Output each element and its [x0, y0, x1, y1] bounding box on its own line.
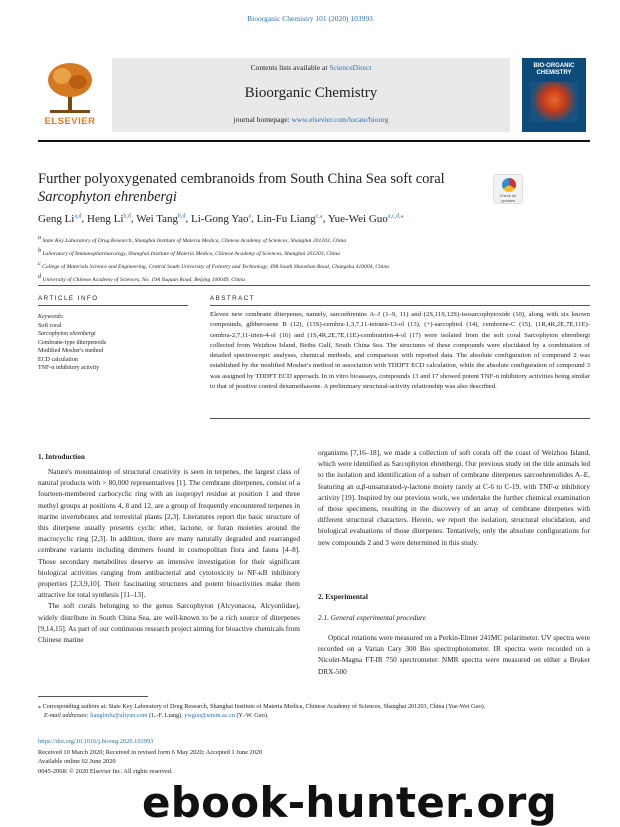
intro-paragraph-3: organisms [7,16–18], we made a collection of soft corals off the coast of Weizhou Island, which were identified as Sarcophyton ehrenbergi. Our previous study on the title animals led to the isolation and identification of a subset of cembrane diterpenes sarcoehrenolides A–E, featuring an α,β-unsaturated-γ-lactone moiety rarely at C-6 to C-19, with TNF-α inhibitory activity [19]. Inspired by our previous work, we undertake the further chemical examination of those specimens, resulting in the discovery of an array of cembrane diterpenes with different structural characters. Herein, we report the isolation, structural elucidation, and biological evaluations of those diterpenes. Tentatively, only the absolute configurations for new compounds 2 and 3 were determined in this study. [318, 448, 590, 547]
keyword: Modified Mosher's method [38, 348, 104, 354]
article-info-heading: ARTICLE INFO [38, 295, 99, 302]
experimental-text [318, 632, 590, 677]
keywords-block [38, 313, 188, 373]
header-divider [38, 285, 590, 286]
footnote [38, 702, 590, 720]
cover-artwork [530, 82, 578, 122]
title-line-2: Sarcophyton ehrenbergi [38, 189, 177, 205]
contents-line [112, 63, 510, 72]
author[interactable]: Yue-Wei Guo$^{a,c,d,⁎}$ [327, 212, 404, 225]
abstract-text: Eleven new cembrane diterpenes, namely, sarcoehrenins A–J (1–9, 11) and (2S,11S,12S)-isosarcophytoxide (10), along with six known compounds, gibberosene B (12), (13S)-cembra-1,3,7,11-tetraen-13-ol (13), (+)-sarcophtol (14), cembrene-C (15), (1R,4R,2E,7E,11E)-cembra-2,7,11-trien-4-ol (16) and (1S,4R,2E,7E,11E)-cembratrien-4-ol (17) were isolated from the soft coral Sarcophyton ehrenbergi collected from Weizhou Island, Beibu Gulf, South China Sea. The structures of these compounds were elucidated by a combination of detailed spectroscopic analyses, chemical methods, and comparison with reported data. The absolute configuration of compound 2 was established by the modified Mosher's method in association with TDDFT ECD calculation, while the absolute configuration of compound 3 was assigned by TDDFT ECD approach. In in vitro bioassays, compounds 13 and 17 showed potent TNF-α inhibitory activities being similar to that of positive control dexamethasone. A preliminary structural-activity relationship was also described. [210, 311, 590, 391]
elsevier-wordmark: ELSEVIER [44, 116, 96, 127]
general-procedure-heading: 2.1. General experimental procedure [318, 613, 426, 622]
crossmark-icon [502, 178, 516, 192]
watermark-text: ebook-hunter.org [142, 778, 557, 827]
author[interactable]: Lin-Fu Liang$^{c,⁎}$ [256, 212, 323, 225]
email-link[interactable]: lianglinfu@aliyun.com [90, 712, 148, 719]
masthead-divider [38, 140, 590, 142]
title-line-1: Further polyoxygenated cembranoids from South China Sea soft coral [38, 171, 445, 187]
left-column [38, 466, 300, 645]
homepage-prefix: journal homepage: [233, 115, 292, 124]
elsevier-logo [38, 58, 102, 132]
online-date: Available online 02 June 2020 [38, 758, 116, 766]
contents-prefix: Contents lists available at [250, 63, 330, 72]
cover-title: BIO-ORGANIC CHEMISTRY [533, 63, 575, 76]
introduction-heading: 1. Introduction [38, 452, 85, 461]
email-link[interactable]: ywguo@simm.ac.cn [184, 712, 235, 719]
journal-info-box [112, 58, 510, 132]
journal-cover-thumbnail[interactable] [522, 58, 586, 132]
abstract-end-rule [210, 418, 590, 419]
journal-title: Bioorganic Chemistry [244, 85, 378, 101]
email-line: E-mail addresses: lianglinfu@aliyun.com (L.-F. Liang), ywguo@simm.ac.cn (Y.-W. Guo). [44, 712, 269, 719]
abstract-heading: ABSTRACT [210, 295, 256, 302]
keyword: ECD calculation [38, 356, 78, 363]
journal-homepage-link[interactable]: www.elsevier.com/locate/bioorg [291, 115, 389, 124]
affiliation: $^a$ State Key Laboratory of Drug Research, Shanghai Institute of Materia Medica, Chinese Academy of Sciences, Shanghai 201203, China [38, 235, 347, 244]
email-label: E-mail addresses: [44, 712, 91, 719]
crossmark-label: Check for updates [499, 193, 517, 203]
article-info-rule [38, 305, 188, 306]
author-list: Geng Li$^{a,d}$, Heng Li$^{b,d}$, Wei Tang$^{b,d}$, Li-Gong Yao$^a$, Lin-Fu Liang$^{c,⁎}$, Yue-Wei Guo$^{a,c,d,⁎}$ [38, 212, 404, 225]
check-for-updates-badge[interactable] [493, 174, 523, 204]
homepage-line [112, 115, 510, 124]
affiliation: $^b$ Laboratory of Immunopharmacology, Shanghai Institute of Materia Medica, Chinese Academy of Sciences, Shanghai 201203, China [38, 247, 340, 257]
keyword: TNF-α inhibitory activity [38, 365, 100, 371]
sciencedirect-link[interactable]: ScienceDirect [329, 63, 372, 72]
keyword: Sarcophyton ehrenbergi [38, 331, 96, 337]
author[interactable]: Heng Li$^{b,d}$ [87, 212, 131, 225]
intro-paragraph-1: Nature's mountaintop of structural creativity is seen in terpenes, the largest class of natural products with > 80,000 representatives [1]. The cembrane diterpenes, consist of a fourteen-membered carbocyclic ring with an isopropyl residue at position 1 and three methyl groups at positions 4, 8 and 12, are a group of frequently encountered terpenes in marine invertebrates and terrestrial plants [2,3]. Literatures report the basic structure of this diterpene usually presents cyclic ether, lactone, or furan moieties around the macrocyclic ring [2,3]. In addition, there are many naturally degraded and rearranged cembrane variants including dimmers found in cosmopolitan flora and fauna [4–8]. Those secondary metabolites deserve an intensive investigation for their significant biological activities ranging from antibacterial and cytotoxicity to NF-κB inhibitory properties [2,3,9,10]. Their fascinating structures and potent bioactivities make them attractive for total synthesis [11–13]. [38, 467, 300, 600]
article-title [38, 170, 488, 206]
keyword: Cembrane-type diterpenoids [38, 339, 107, 346]
keywords-label: Keywords: [38, 314, 64, 320]
affiliation: $^c$ College of Materials Science and Engineering, Central South University of Forestry and Technology, 498 South Shaoshan Road, Changsha 410004, China [38, 260, 389, 270]
received-dates: Received 10 March 2020; Received in revised form 6 May 2020; Accepted 1 June 2020 [38, 749, 263, 756]
footnote-rule [38, 696, 148, 697]
affiliations [38, 233, 389, 284]
affiliation: $^d$ University of Chinese Academy of Sciences, No. 19A Yuquan Road, Beijing 100049, China [38, 273, 245, 283]
journal-citation[interactable]: Bioorganic Chemistry 101 (2020) 103993 [247, 14, 373, 23]
author[interactable]: Li-Gong Yao$^a$ [191, 212, 252, 225]
keyword: Soft coral [38, 322, 62, 329]
corresponding-note: ⁎ Corresponding authors at: State Key Laboratory of Drug Research, Shanghai Institute of Materia Medica, Chinese Academy of Sciences, Shanghai 201203, China (Yue-Wei Guo). [38, 703, 486, 710]
abstract-rule [210, 305, 590, 306]
experimental-heading: 2. Experimental [318, 592, 368, 601]
copyright-line: 0045-2068/ © 2020 Elsevier Inc. All rights reserved. [38, 767, 173, 775]
article-dates [38, 748, 262, 776]
right-column [318, 447, 590, 548]
experimental-paragraph: Optical rotations were measured on a Perkin-Elmer 241MC polarimeter. UV spectra were recorded on a Varian Cary 300 Bio spectrophotometer. IR spectra were recorded on a Nicolet-Magna FT-IR 750 spectrometer. NMR spectra were measured on either a Bruker DRX-500 [318, 633, 590, 676]
author[interactable]: Wei Tang$^{b,d}$ [136, 212, 186, 225]
doi-link[interactable]: https://doi.org/10.1016/j.bioorg.2020.103993 [38, 738, 154, 745]
tree-logo-icon [44, 60, 96, 114]
author[interactable]: Geng Li$^{a,d}$ [38, 212, 82, 225]
journal-masthead [38, 58, 590, 138]
intro-paragraph-2: The soft corals belonging to the genus Sarcophyton (Alcyonacea, Alcyoniidae), widely distribute in South China Sea, are well-known to be a rich source of diterpenes [9,14,15]. As part of our continuous research project aiming for bioactive chemicals from Chinese marine [38, 601, 300, 645]
